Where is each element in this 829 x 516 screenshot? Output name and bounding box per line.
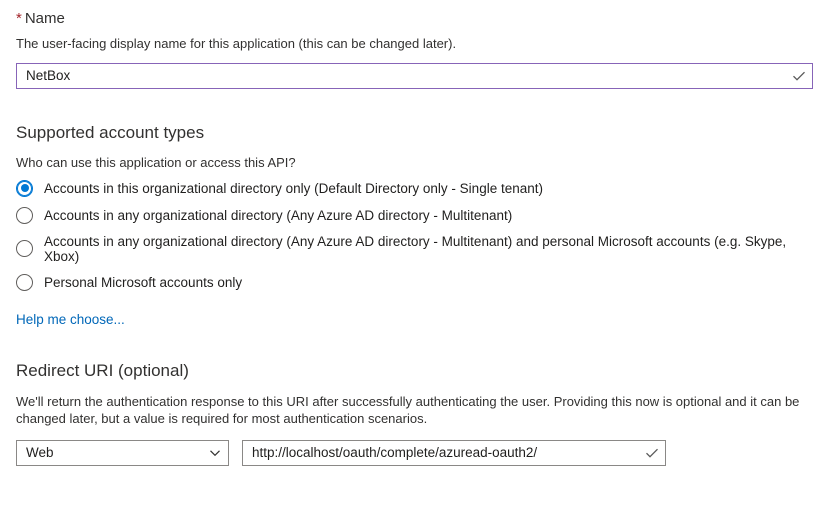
radio-option-multitenant-and-personal[interactable] [16,234,813,264]
name-label [16,10,813,27]
radio-option-multitenant[interactable] [16,207,813,224]
redirect-uri-description: We'll return the authentication response to this URI after successfully authenticating the user. Providing this now is optional and it can be changed later, but a value is required for most authentication scenarios. [16,393,800,427]
name-section [16,10,813,89]
help-me-choose-link[interactable]: Help me choose... [16,311,125,327]
supported-account-types-section [16,123,813,327]
required-marker: * [16,10,22,27]
radio-option-single-tenant[interactable] [16,180,813,197]
checkmark-icon [639,446,665,460]
radio-option-label: Accounts in any organizational directory (Any Azure AD directory - Multitenant) and personal Microsoft accounts (e.g. Skype, Xbox) [44,233,787,264]
platform-select[interactable] [16,440,229,466]
radio-button-icon[interactable] [16,180,33,197]
radio-button-icon[interactable] [16,274,33,291]
radio-option-label: Accounts in any organizational directory (Any Azure AD directory - Multitenant) [44,207,513,223]
redirect-uri-heading: Redirect URI (optional) [16,360,189,380]
name-input-value[interactable]: NetBox [26,68,71,84]
name-input[interactable] [16,63,813,89]
account-types-question: Who can use this application or access this API? [16,154,296,170]
radio-option-label: Personal Microsoft accounts only [44,274,243,290]
redirect-uri-input-value[interactable]: http://localhost/oauth/complete/azuread-oauth2/ [252,445,538,461]
checkmark-icon [786,69,812,83]
name-label-text: Name [24,10,65,27]
radio-option-personal-only[interactable] [16,274,813,291]
radio-button-icon[interactable] [16,240,33,257]
platform-select-value: Web [26,445,54,461]
radio-option-label: Accounts in this organizational directory only (Default Directory only - Single tenant) [44,180,543,196]
redirect-uri-input[interactable] [242,440,666,466]
radio-button-icon[interactable] [16,207,33,224]
redirect-uri-row [16,440,813,466]
chevron-down-icon[interactable] [202,447,228,459]
account-types-heading: Supported account types [16,122,205,142]
redirect-uri-section [16,361,813,466]
name-description: The user-facing display name for this application (this can be changed later). [16,36,457,51]
